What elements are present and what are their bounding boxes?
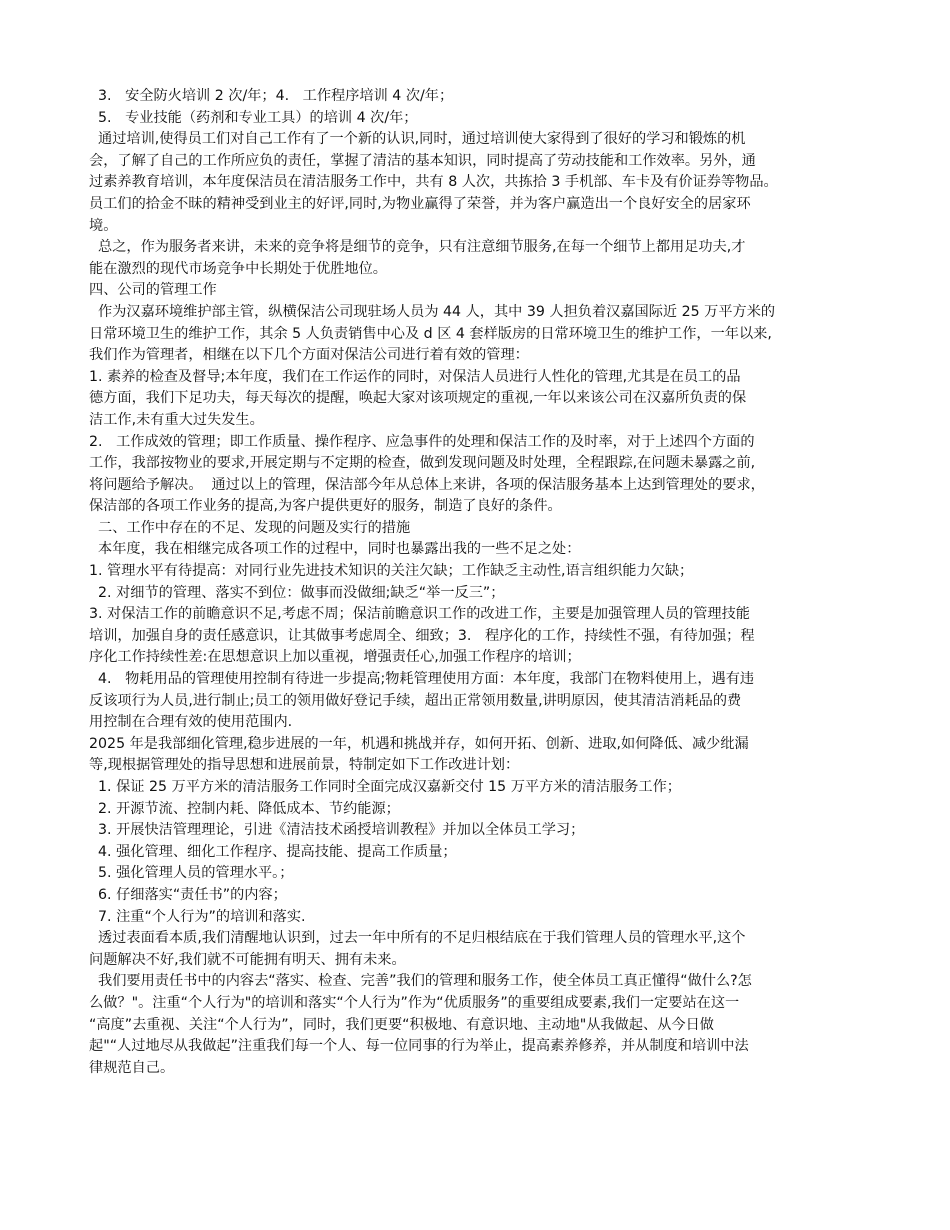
text-line: 4. 物耗用品的管理使用控制有待进一步提高;物耗管理使用方面：本年度，我部门在物料使用上，遇有违 — [89, 671, 755, 688]
text-line: 2. 对细节的管理、落实不到位：做事而没做细;缺乏“举一反三”； — [89, 584, 505, 601]
text-line: 通过培训,使得员工们对自己工作有了一个新的认识,同时，通过培训使大家得到了很好的学习和锻炼的机 — [89, 131, 746, 148]
text-line: 1. 管理水平有待提高：对同行业先进技术知识的关注欠缺；工作缺乏主动性,语言组织能力欠缺； — [89, 563, 694, 580]
text-line: 我们要用责任书中的内容去“落实、检查、完善”我们的管理和服务工作，使全体员工真正懂得“做什么?怎 — [89, 973, 752, 990]
text-line: 培训，加强自身的责任感意识，让其做事考虑周全、细致；3. 程序化的工作，持续性不强，有待加强；程 — [89, 627, 755, 644]
text-line: 序化工作持续性差:在思想意识上加以重视，增强责任心,加强工作程序的培训； — [89, 649, 581, 666]
text-line: 1. 素养的检查及督导;本年度，我们在工作运作的同时，对保洁人员进行人性化的管理,尤其是在员工的品 — [89, 368, 741, 385]
text-line: 2. 工作成效的管理；即工作质量、操作程序、应急事件的处理和保洁工作的及时率，对于上述四个方面的 — [89, 433, 755, 450]
text-line: 保洁部的各项工作业务的提高,为客户提供更好的服务，制造了良好的条件。 — [89, 498, 562, 515]
text-line: 起"“人过地尽从我做起”注重我们每一个人、每一位同事的行为举止，提高素养修养，并从制度和培训中法 — [89, 1038, 749, 1055]
list-item: 7. 注重“个人行为”的培训和落实. — [89, 908, 306, 925]
list-item: 1. 保证 25 万平方米的清洁服务工作同时全面完成汉嘉新交付 15 万平方米的清洁服务工作； — [89, 779, 681, 795]
text-line: 3. 安全防火培训 2 次/年；4. 工作程序培训 4 次/年； — [89, 88, 454, 104]
text-line: “高度”去重视、关注“个人行为”，同时，我们更要“积极地、有意识地、主动地"从我做起、从今日做 — [89, 1016, 714, 1033]
text-line: 透过表面看本质,我们清醒地认识到，过去一年中所有的不足归根结底在于我们管理人员的管理水平,这个 — [89, 930, 746, 947]
text-line: 会，了解了自己的工作所应负的责任，掌握了清洁的基本知识，同时提高了劳动技能和工作效率。另外，通 — [89, 152, 756, 169]
text-line: 境。 — [89, 217, 118, 234]
text-line: 等,现根据管理处的指导思想和进展前景，特制定如下工作改进计划： — [89, 757, 520, 774]
text-line: 过素养教育培训，本年度保洁员在清洁服务工作中，共有 8 人次，共拣拾 3 手机部、车卡及有价证券等物品。 — [89, 174, 778, 191]
text-line: 问题解决不好,我们就不可能拥有明天、拥有未来。 — [89, 951, 406, 968]
text-line: 2025 年是我部细化管理,稳步进展的一年，机遇和挑战并存，如何开拓、创新、进取,如何降低、减少纰漏 — [89, 735, 749, 752]
text-line: 用控制在合理有效的使用范围内. — [89, 714, 293, 731]
text-line: 总之，作为服务者来讲，未来的竞争将是细节的竞争，只有注意细节服务,在每一个细节上都用足功夫,才 — [89, 239, 746, 256]
section-heading: 二、工作中存在的不足、发现的问题及实行的措施 — [89, 519, 411, 536]
text-line: 员工们的拾金不昧的精神受到业主的好评,同时,为物业赢得了荣誉，并为客户赢造出一个良好安全的居家环 — [89, 195, 751, 212]
text-line: 能在激烈的现代市场竞争中长期处于优胜地位。 — [89, 260, 387, 277]
document-body — [89, 86, 864, 1079]
text-line: 德方面，我们下足功夫，每天每次的提醒，唤起大家对该项规定的重视,一年以来该公司在汉嘉所负责的保 — [89, 390, 747, 407]
text-line: 么做？"。注重“个人行为"的培训和落实“个人行为”作为“优质服务”的重要组成要素,我们一定要站在这一 — [89, 994, 740, 1011]
list-item: 4. 强化管理、细化工作程序、提高技能、提高工作质量； — [89, 843, 457, 860]
text-line: 工作，我部按物业的要求,开展定期与不定期的检查，做到发现问题及时处理，全程跟踪,在问题未暴露之前, — [89, 455, 756, 472]
text-line: 我们作为管理者，相继在以下几个方面对保洁公司进行着有效的管理： — [89, 347, 529, 364]
text-line: 作为汉嘉环境维护部主管，纵横保洁公司现驻场人员为 44 人，其中 39 人担负着汉嘉国际近 25 万平方米的 — [89, 303, 776, 320]
text-line: 5. 专业技能（药剂和专业工具）的培训 4 次/年； — [89, 109, 418, 126]
list-item: 6. 仔细落实“责任书”的内容； — [89, 886, 287, 903]
section-heading: 四、公司的管理工作 — [89, 282, 217, 299]
text-line: 3. 对保洁工作的前瞻意识不足,考虑不周；保洁前瞻意识工作的改进工作，主要是加强管理人员的管理技能 — [89, 606, 750, 623]
list-item: 3. 开展快洁管理理论，引进《清洁技术函授培训教程》并加以全体员工学习； — [89, 822, 585, 839]
text-line: 日常环境卫生的维护工作，其余 5 人负责销售中心及 d 区 4 套样版房的日常环境卫生的维护工作，一年以来, — [89, 325, 772, 342]
text-line: 将问题给予解决。 通过以上的管理，保洁部今年从总体上来讲，各项的保洁服务基本上达到管理处的要求， — [89, 476, 765, 493]
text-line: 本年度，我在相继完成各项工作的过程中，同时也暴露出我的一些不足之处： — [89, 541, 581, 558]
list-item: 5. 强化管理人员的管理水平。； — [89, 865, 294, 882]
text-line: 律规范自己。 — [89, 1059, 175, 1076]
list-item: 2. 开源节流、控制内耗、降低成本、节约能源； — [89, 800, 400, 817]
text-line: 反该项行为人员,进行制止;员工的领用做好登记手续，超出正常领用数量,讲明原因，使其清洁消耗品的费 — [89, 692, 742, 709]
text-line: 洁工作,未有重大过失发生。 — [89, 411, 264, 428]
